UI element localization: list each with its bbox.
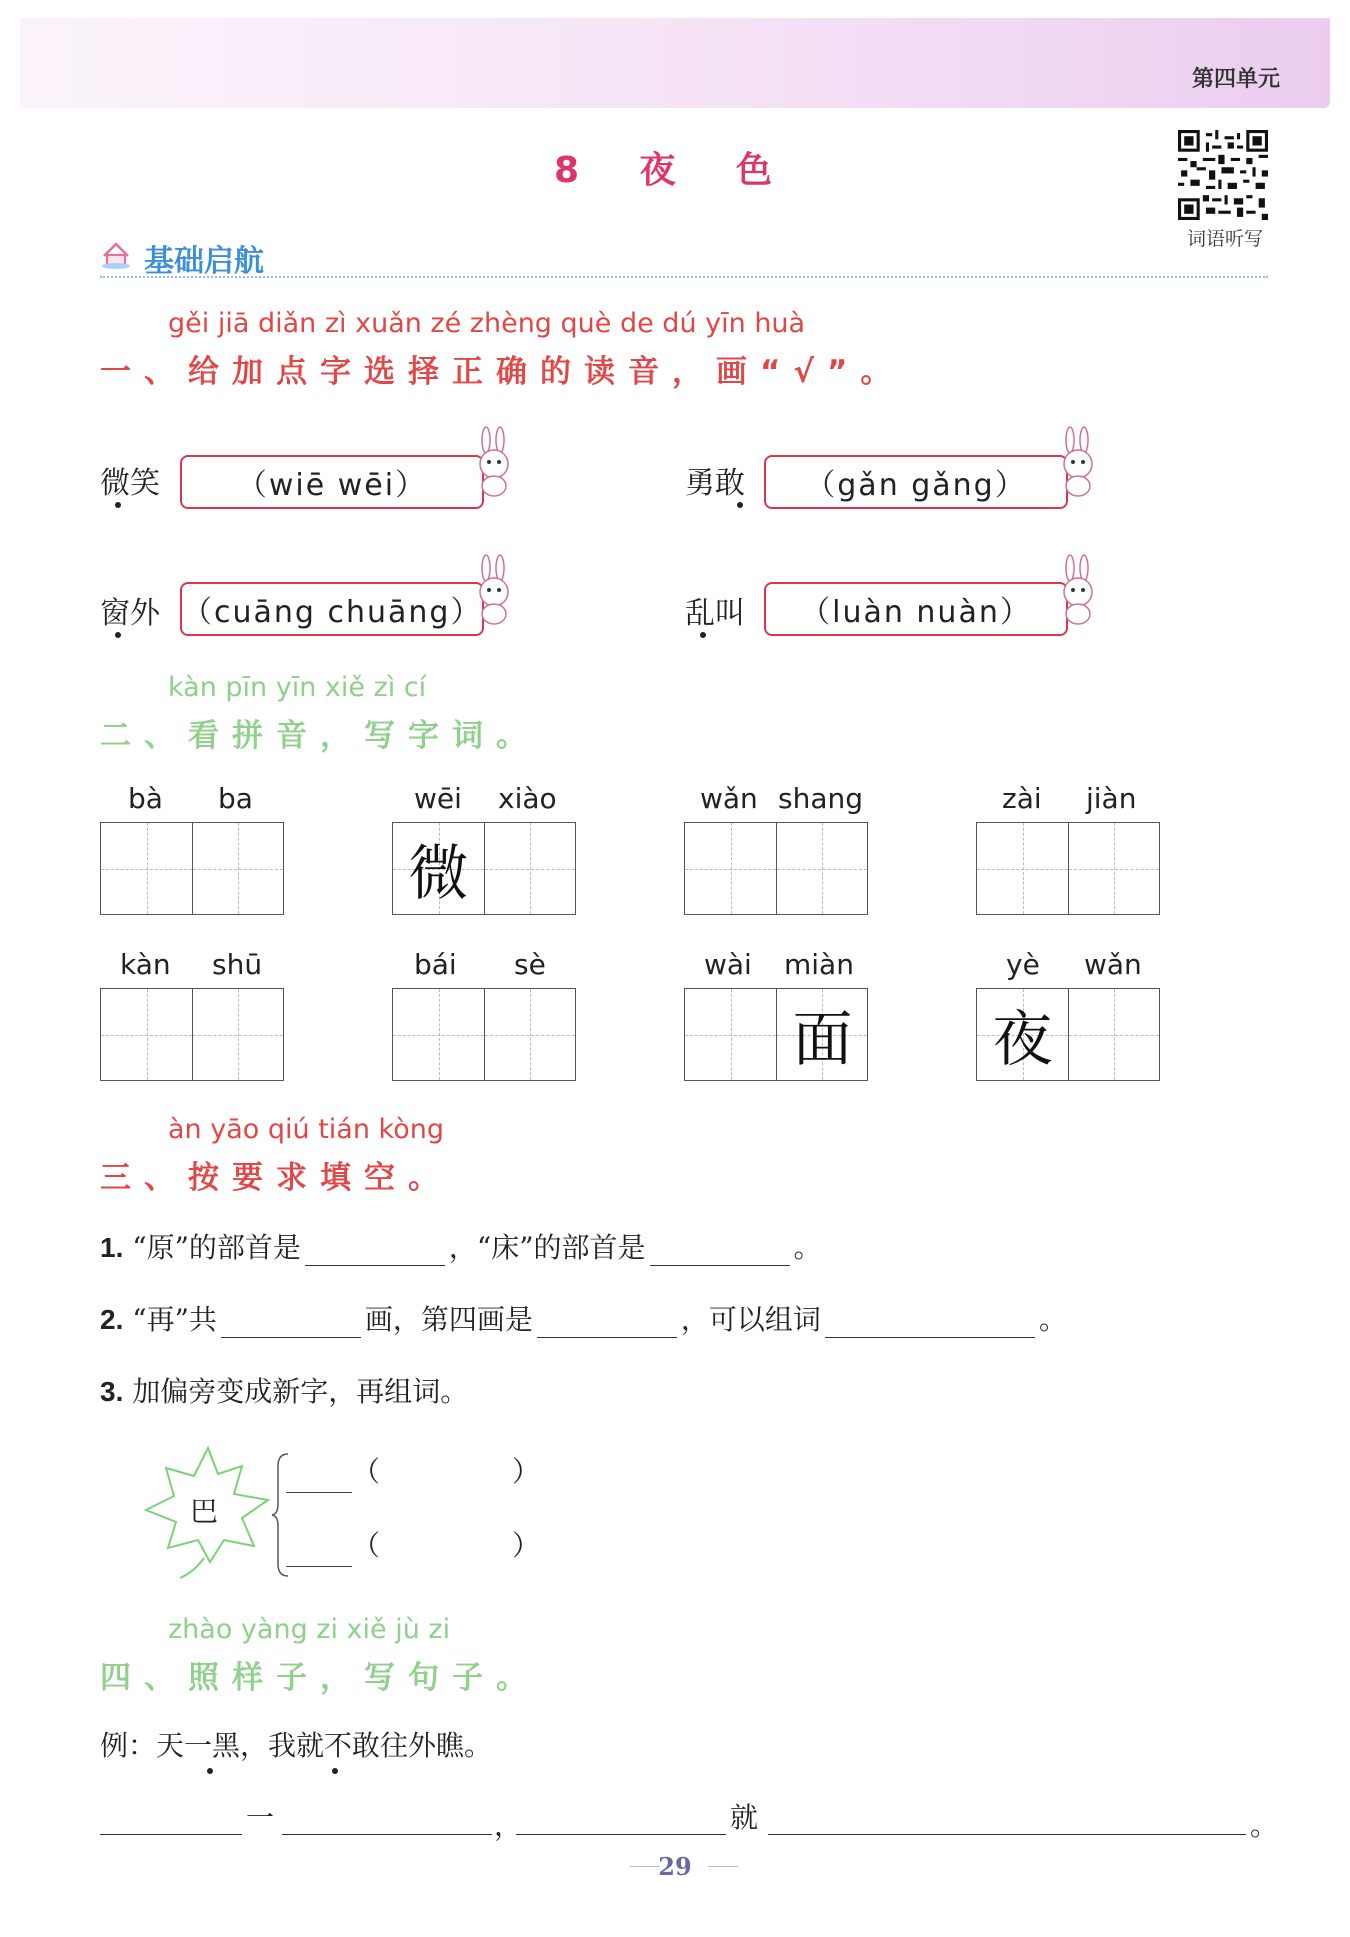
blank-field[interactable] [221, 1303, 361, 1338]
writing-grid[interactable] [100, 988, 284, 1081]
q2-pinyin: kàn pīn yīn xiě zì cí [168, 672, 427, 703]
q3-line2-end: 。 [1038, 1303, 1067, 1336]
q4-title: 四、照样子，写句子。 [100, 1660, 540, 1696]
emphasis-dot [737, 502, 743, 508]
grid-char [685, 989, 776, 1080]
q1-title: 一、给加点字选择正确的读音，画“√”。 [100, 354, 905, 390]
emphasis-dot [700, 632, 706, 638]
q1-word-3: 窗外 [100, 596, 160, 631]
blank-field[interactable] [825, 1303, 1035, 1338]
q1-word-1: 微笑 [100, 466, 160, 501]
q3-line2-a: “再”共 [132, 1303, 217, 1336]
lesson-title: 8 夜 色 [553, 150, 797, 191]
q3-line3: 加偏旁变成新字，再组词。 [132, 1375, 469, 1408]
emphasis-dot [332, 1768, 338, 1774]
q2-pinyin-2b: xiào [498, 782, 557, 815]
word-answer-field[interactable] [388, 1458, 506, 1492]
q2-pinyin-8b: wǎn [1084, 948, 1142, 981]
q3-line2-b: 画，第四画是 [364, 1303, 533, 1336]
q2-pinyin-1b: ba [218, 782, 253, 815]
grid-char [393, 989, 484, 1080]
q3-pinyin: àn yāo qiú tián kòng [168, 1114, 444, 1145]
q2-pinyin-6b: sè [514, 948, 546, 981]
q1-choice-box-3[interactable]: （cuāng chuāng） [180, 582, 484, 636]
writing-grid[interactable] [684, 822, 868, 915]
blank-field[interactable] [282, 1834, 492, 1835]
footer-rule-right [708, 1866, 738, 1867]
q3-line2-c: ，可以组词 [680, 1303, 821, 1336]
writing-grid[interactable] [684, 988, 868, 1081]
bunny-icon [472, 552, 518, 628]
bunny-icon [472, 424, 518, 500]
qr-code-icon[interactable] [1178, 130, 1268, 220]
grid-char: 微 [408, 838, 469, 909]
grid-char [777, 823, 868, 914]
leaf-char: 巴 [190, 1495, 219, 1528]
brace-icon [270, 1452, 290, 1578]
house-cloud-icon [100, 240, 132, 270]
q1-pinyin: gěi jiā diǎn zì xuǎn zé zhèng què de dú yīn huà [168, 308, 806, 339]
q1-choice-box-1[interactable]: （wiē wēi） [180, 455, 484, 509]
q3-title: 三、按要求填空。 [100, 1160, 452, 1196]
q3-num-3: 3. [100, 1376, 124, 1407]
grid-char [101, 823, 192, 914]
paren-close: ） [512, 1455, 541, 1488]
grid-char [1069, 823, 1160, 914]
q4-fill-comma: ， [494, 1809, 523, 1842]
q4-fill-jiu: 就 [730, 1801, 759, 1834]
blank-field[interactable] [286, 1566, 352, 1567]
blank-field[interactable] [516, 1834, 726, 1835]
writing-grid[interactable] [392, 822, 576, 915]
writing-grid[interactable] [976, 988, 1160, 1081]
bunny-icon [1056, 424, 1102, 500]
q2-pinyin-5a: kàn [120, 948, 171, 981]
writing-grid[interactable] [976, 822, 1160, 915]
grid-char: 夜 [992, 1004, 1053, 1075]
q3-num-2: 2. [100, 1304, 124, 1335]
q2-pinyin-1a: bà [128, 782, 163, 815]
q3-line-3 [100, 1370, 468, 1410]
blank-field[interactable] [537, 1303, 677, 1338]
paren-open: （ [352, 1455, 381, 1488]
grid-char [485, 823, 576, 914]
section-divider [100, 276, 1268, 278]
grid-char [101, 989, 192, 1080]
paren-close: ） [512, 1529, 541, 1562]
q1-word-2: 勇敢 [685, 466, 745, 501]
q2-pinyin-5b: shū [212, 948, 263, 981]
grid-char [1069, 989, 1160, 1080]
blank-field[interactable] [650, 1231, 790, 1266]
page-number: 29 [658, 1852, 692, 1881]
emphasis-dot [207, 1768, 213, 1774]
grid-char [193, 989, 284, 1080]
writing-grid[interactable] [100, 822, 284, 915]
q2-pinyin-2a: wēi [414, 782, 462, 815]
q2-pinyin-7b: miàn [784, 948, 854, 981]
grid-char: 面 [792, 1004, 853, 1075]
blank-field[interactable] [768, 1834, 1246, 1835]
q2-pinyin-3b: shang [778, 782, 864, 815]
q3-num-1: 1. [100, 1232, 124, 1263]
q3-line1-b: ，“床”的部首是 [448, 1231, 646, 1264]
q1-choice-box-2[interactable]: （gǎn gǎng） [764, 455, 1068, 509]
top-banner [20, 18, 1330, 108]
q3-line1-a: “原”的部首是 [132, 1231, 301, 1264]
grid-char [193, 823, 284, 914]
q1-choice-box-4[interactable]: （luàn nuàn） [764, 582, 1068, 636]
q2-pinyin-4b: jiàn [1086, 782, 1137, 815]
q2-pinyin-6a: bái [414, 948, 457, 981]
q3-line1-end: 。 [793, 1231, 822, 1264]
blank-field[interactable] [286, 1492, 352, 1493]
word-answer-field[interactable] [388, 1532, 506, 1566]
grid-char [685, 823, 776, 914]
q1-word-4: 乱叫 [685, 596, 745, 631]
q2-pinyin-3a: wǎn [700, 782, 758, 815]
q4-pinyin: zhào yàng zi xiě jù zi [168, 1614, 451, 1645]
q3-line-1 [100, 1226, 822, 1266]
paren-open: （ [352, 1529, 381, 1562]
blank-field[interactable] [305, 1231, 445, 1266]
q2-pinyin-8a: yè [1006, 948, 1040, 981]
qr-caption: 词语听写 [1186, 228, 1263, 250]
emphasis-dot [115, 632, 121, 638]
bunny-icon [1056, 552, 1102, 628]
q3-line-2 [100, 1298, 1067, 1338]
writing-grid[interactable] [392, 988, 576, 1081]
emphasis-dot [115, 502, 121, 508]
grid-char [485, 989, 576, 1080]
unit-label: 第四单元 [1191, 67, 1280, 92]
q2-pinyin-4a: zài [1002, 782, 1042, 815]
q4-fill-end: 。 [1250, 1809, 1279, 1842]
section-title: 基础启航 [144, 244, 264, 279]
blank-field[interactable] [100, 1834, 242, 1835]
q4-fill-one: 一 [246, 1801, 275, 1834]
q2-title: 二、看拼音，写字词。 [100, 718, 540, 754]
grid-char [977, 823, 1068, 914]
q4-example: 例：天一黑，我就不敢往外瞧。 [100, 1729, 493, 1762]
q2-pinyin-7a: wài [704, 948, 752, 981]
